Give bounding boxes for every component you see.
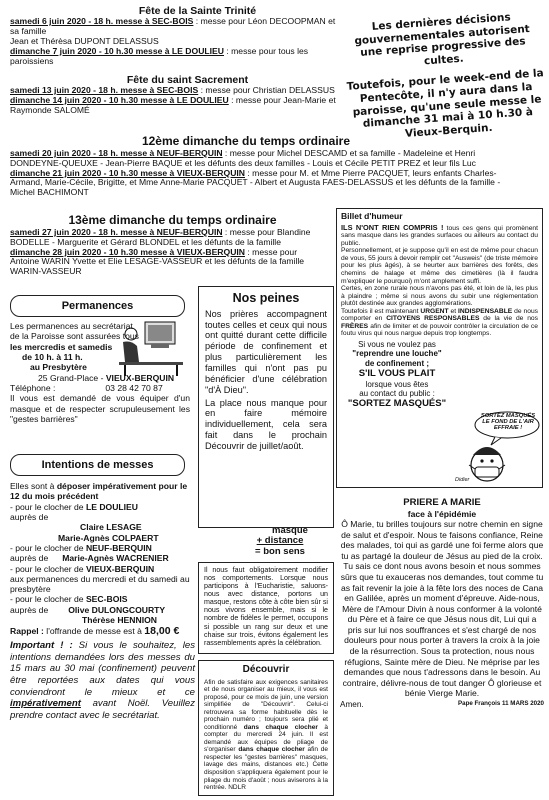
masque-paragraph: Il nous faut obligatoirement modifier nos comportements. Lorsque nous participons à l'Eucharistie, saluons-nous avec distance, portons un masque, restons côte à côte bien sûr si nous vivons ensemble, mais si le nombre de fidèles le permet, occupons si possible un rang sur deux et une chaise sur trois, évitons également les rassemblements après la célébration.: [204, 566, 328, 647]
priere-amen: Amen.: [340, 699, 364, 709]
masque-distance-slogan: masque + distance = bon sens: [255, 525, 308, 557]
peines-title: Nos peines: [232, 291, 300, 305]
decouvrir-paragraph: Afin de satisfaire aux exigences sanitaires et de nous organiser au mieux, il vous est proposé, pour ce mois de juin, une version simplifiée de "Découvrir". Celui-ci retrouvera sa forme habituelle dès le prochain numéro ; toujours sera plié et conditionné dans chaque clocher à compter du mercredi 24 juin. Il est demandé aux équipes de pliage de s'organiser dans chaque clocher afin de respecter les "gestes barrières" masques, lavage des mains, distances etc.) Cette disposition s'appliquera également pour le pliage du mois d'août ; nous aviserons à la rentrée. NDLR: [204, 678, 329, 792]
cartoon-bubble-text: SORTEZ MASQUÉS LE FOND DE L'AIR EFFRAIE !: [480, 413, 536, 432]
masque-box: [198, 562, 334, 654]
mass-line: Armand, Marie-Cécile, Brigitte, et Mme Anne-Marie PACQUET - Albert et Augusta FAES-DELASSUS et les défunts de la famille -: [10, 177, 501, 188]
priere-title: PRIERE A MARIE: [403, 497, 481, 508]
mass-line: WARIN-VASSEUR: [10, 266, 82, 277]
decouvrir-box: [198, 660, 334, 796]
billet-humeur-box: [336, 208, 543, 488]
mass-date: samedi 6 juin 2020 - 18 h. messe à SEC-BOIS: [10, 16, 194, 27]
permanences-body: Les permanences au secrétariat de la Paroisse sont assurées tous les mercredis et samedis de 10 h. à 11 h. au Presbytère 25 Grand-Place - VIEUX-BERQUIN Téléphone : 03 28 42 70 87 Il vous est demandé de vous équiper d'un masque et de respecter scrupuleusement les "gestes barrières": [10, 321, 190, 424]
billet-paragraph: Personnellement, et je suppose qu'il en est de même pour chacun de vous, 55 jours à devoir remplir cet "Ausweis" (de triste mémoire pour les plus âgés), à se heurter aux barrières des forêts, des chemins de halage et même des cimetières (là il faudra m'expliquer le pourquoi) m'ont amplement suffi.: [341, 247, 538, 285]
announcement-decisions: [341, 9, 549, 144]
mass-text: : messe pour tous les paroissiens: [10, 45, 309, 66]
intentions-body: Elles sont à déposer impérativement pour le 12 du mois précédent - pour le clocher de LE DOULIEU auprès de Claire LESAGE Marie-Agnès COLPAERT - pour le clocher de NEUF-BERQUIN auprès de Marie-Agnès WACRENIER - pour le clocher de VIEUX-BERQUIN aux permanences du mercredi et du samedi au presbytère - pour le clocher de SEC-BOIS auprès de Olive DULONGCOURTY Thérèse HENNION Rappel : l'offrande de messe est à 18,00 € Important ! : Si vous le souhaitez, les intentions demandées lors des messes du 15 mars au 30 mai (confinement) peuvent être reportées aux dates qui vous conviendront le mieux et ce impérativement avant Noël. Veuillez prendre contact avec le secrétariat.: [10, 481, 195, 722]
announcement-paragraph: Toutefois, pour le week-end de la Pentecôte, il n'y aura dans la paroisse, qu'une seule messe le dimanche 31 mai à 10 h.30 à Vieux-Berquin.: [346, 67, 545, 140]
mass-date: samedi 13 juin 2020 - 18 h. messe à SEC-BOIS: [10, 85, 199, 96]
cartoon-illustration: [455, 409, 541, 487]
priere-footer: [340, 700, 544, 710]
mass-text: : messe pour: [245, 246, 298, 257]
nos-peines-box: [198, 286, 334, 528]
mass-text: : messe pour Léon DECOOPMAN et sa famille: [10, 16, 336, 36]
mass-text: : messe pour Jean-Marie et: [228, 94, 336, 105]
section-title: 13ème dimanche du temps ordinaire: [68, 213, 277, 227]
announcement-paragraph: Les dernières décisions gouvernementales autorisent une reprise progressive des cultes.: [354, 11, 531, 68]
mass-date: dimanche 28 juin 2020 - 10 h.30 messe à VIEUX-BERQUIN: [10, 246, 245, 257]
section-treizieme-dimanche: [10, 214, 335, 277]
section-title: Fête de la Sainte Trinité: [138, 5, 257, 17]
priere-subtitle: face à l'épidémie: [407, 508, 477, 519]
mass-line: Raymonde SALOMÉ: [10, 104, 90, 115]
permanences-heading: Permanences: [10, 295, 185, 317]
section-title: 12ème dimanche du temps ordinaire: [141, 134, 351, 148]
mass-text: : messe pour Blandine: [222, 226, 311, 237]
mass-date: dimanche 21 juin 2020 - 10 h.30 messe à VIEUX-BERQUIN: [10, 167, 245, 178]
section-title: Fête du saint Sacrement: [126, 74, 249, 86]
section-sainte-trinite: [10, 5, 345, 66]
mass-date: samedi 27 juin 2020 - 18 h. messe à NEUF-BERQUIN: [10, 226, 223, 237]
priere-signature: Pape François 11 MARS 2020: [458, 699, 544, 707]
mass-line: Michel BACHIMONT: [10, 187, 89, 198]
mass-line: BODELLE - Marguerite et Gérard BLONDEL et les défunts de la famille: [10, 236, 281, 247]
section-saint-sacrement: [10, 74, 345, 116]
peines-paragraph: Nos prières accompagnent toutes celles et ceux qui nous ont quitté durant cette difficile période de confinement et plus particulièrement les familles qui n'ont pas pu bénéficier d'une célébration "d'À Dieu".: [205, 308, 327, 395]
mass-date: dimanche 14 juin 2020 - 10 h.30 messe à LE DOULIEU: [10, 94, 229, 105]
billet-appeal: Si vous ne voulez pas "reprendre une louche" de confinement ; S'IL VOUS PLAIT lorsque vous êtes au contact du public : "SORTEZ MASQUÉS": [347, 340, 447, 410]
peines-paragraph: La place nous manque pour en faire mémoire individuellement, cela sera fait dans le prochain Découvrir de juillet/août.: [205, 397, 327, 452]
billet-lead: ILS N'ONT RIEN COMPRIS !: [341, 222, 444, 232]
mass-text: : messe pour Christian DELASSUS: [198, 85, 335, 96]
billet-title: Billet d'humeur: [341, 211, 403, 221]
mass-line: DONDEYNE-QUEUXE - Jean-Pierre BAQUE et les défunts des deux familles - Louis et Cécile PETIT PREZ et leur fils Luc: [10, 157, 476, 168]
intentions-important: Important ! : Si vous le souhaitez, les intentions demandées lors des messes du 15 mars au 30 mai (confinement) peuvent être reportées aux dates qui vous conviendront le mieux et ce impérativement avant Noël. Veuillez prendre contact avec le secrétariat.: [10, 639, 195, 722]
priere-marie: [340, 497, 544, 710]
billet-paragraph: Certes, en zone rurale nous n'avons pas été, et loin de là, les plus à plaindre ; même si nous avons du subir une réglementation plutôt destinée aux grandes agglomérations.: [341, 285, 538, 308]
mass-date: dimanche 7 juin 2020 - 10 h.30 messe à LE DOULIEU: [10, 45, 224, 56]
mass-line: Antoine WARIN Yvette et Elie LESAGE-VASSEUR et les défunts de la famille: [10, 256, 305, 267]
mass-text: : messe pour M. et Mme Pierre PACQUET, leurs enfants Charles-: [245, 167, 497, 178]
billet-paragraph: Toutefois il est maintenant URGENT et INDISPENSABLE de nous comporter en CITOYENS RESPONSABLES de la vie de nos FRÈRES afin de limiter et de pouvoir contrôler la circulation de ce foutu virus qui nous nargue depuis trop longtemps.: [341, 307, 539, 338]
mass-line: [10, 47, 345, 67]
mass-date: samedi 20 juin 2020 - 18 h. messe à NEUF-BERQUIN: [10, 147, 223, 158]
cartoon-signature: Didier: [455, 477, 470, 483]
mass-line: [10, 17, 345, 37]
intentions-heading: Intentions de messes: [10, 454, 185, 476]
mass-line: Jean et Thérèsa DUPONT DELASSUS: [10, 35, 159, 46]
section-douzieme-dimanche: [10, 135, 542, 198]
mass-text: : messe pour Michel DESCAMD et sa famille - Madeleine et Henri: [222, 147, 476, 158]
billet-paragraph: ILS N'ONT RIEN COMPRIS ! tous ces gens qui promènent sans masque dans les grandes surfaces ou ailleurs au contact du public.: [341, 222, 538, 247]
priere-text: Ô Marie, tu brilles toujours sur notre chemin en signe de salut et d'espoir. Nous te faisons confiance, Reine des malades, toi qui as gardé une foi ferme alors que tu as partagé la douleur de Jésus au pied de la croix. Tu sais ce dont nous avons besoin et nous sommes sûrs que tu exauceras nos demandes, tout comme tu as fait revenir la joie à la fête lors des noces de Cana en Galilée, après un moment d'épreuve. Aide-nous, Mère de l'Amour Divin à nous conformer à la volonté du Père et à faire ce que Jésus nous dit, Lui qui a pris sur lui nos souffrances et s'est chargé de nos douleurs pour nous porter à travers la croix à la joie de la résurrection. Sous ta protection, nous nous réfugions, Sainte mère de Dieu. Ne méprise par les demandes que nous t'adressons dans le besoin. Au contraire, délivre-nous de tout danger Ô glorieuse et bénie Vierge Marie.: [340, 519, 544, 699]
decouvrir-title: Découvrir: [242, 664, 290, 675]
